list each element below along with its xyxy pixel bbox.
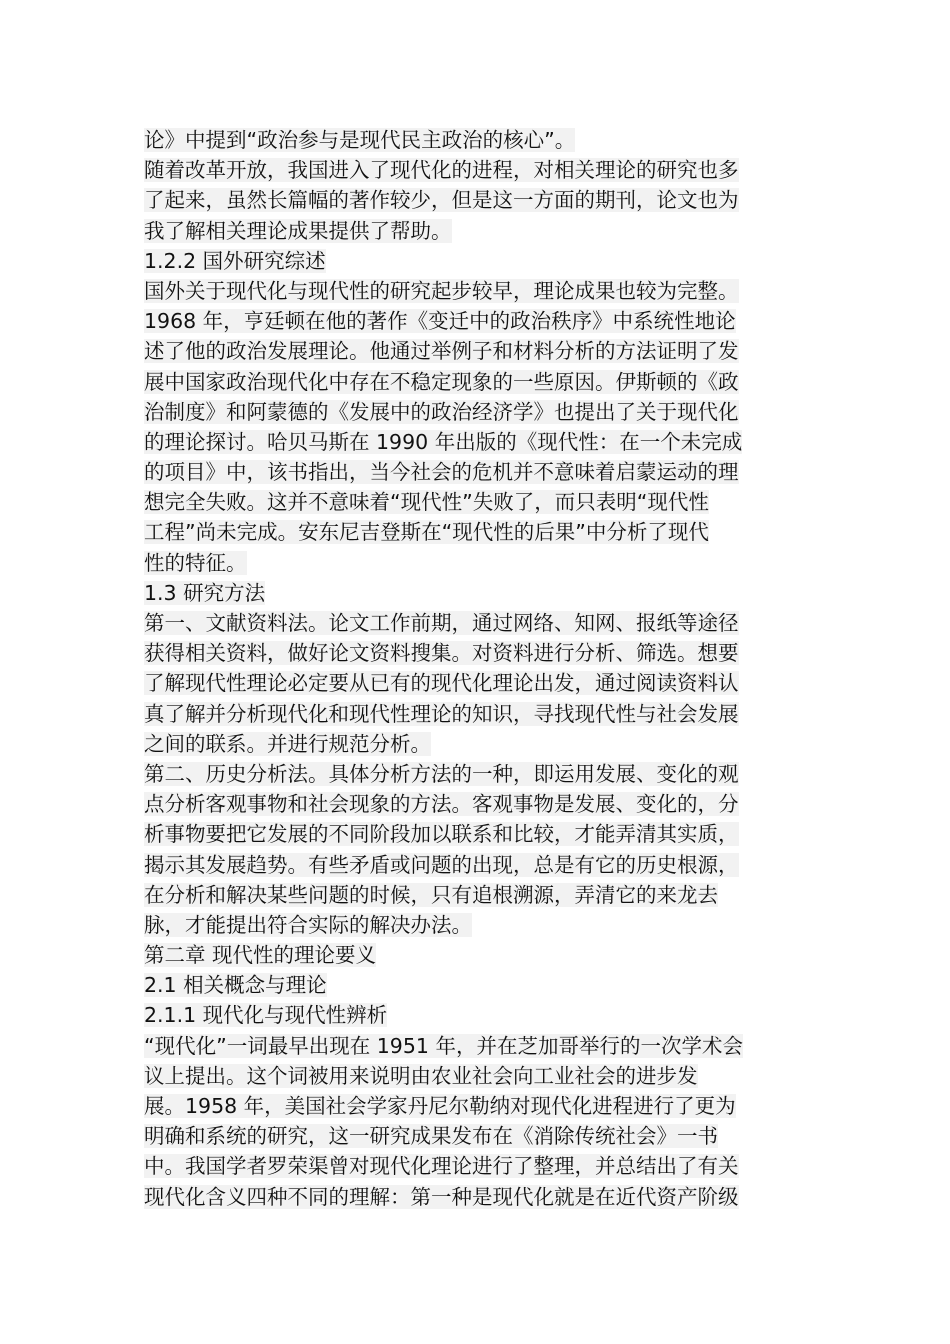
text-line-content: 获得相关资料，做好论文资料搜集。对资料进行分析、筛选。想要 <box>144 641 739 666</box>
text-line-content: 展中国家政治现代化中存在不稳定现象的一些原因。伊斯顿的《政 <box>144 369 739 394</box>
text-line-content: 析事物要把它发展的不同阶段加以联系和比较，才能弄清其实质， <box>144 822 739 847</box>
text-line <box>144 306 808 336</box>
text-line <box>144 1121 808 1151</box>
text-line <box>144 668 808 698</box>
text-line <box>144 367 808 397</box>
text-line-content: 1.2.2 国外研究综述 <box>144 248 326 273</box>
text-line <box>144 276 808 306</box>
text-line <box>144 608 808 638</box>
text-line-content: 点分析客观事物和社会现象的方法。客观事物是发展、变化的，分 <box>144 792 739 817</box>
text-line <box>144 638 808 668</box>
text-line <box>144 517 808 547</box>
text-line <box>144 487 808 517</box>
text-line <box>144 1091 808 1121</box>
text-line <box>144 336 808 366</box>
text-line <box>144 457 808 487</box>
text-line-content: 国外关于现代化与现代性的研究起步较早，理论成果也较为完整。 <box>144 278 739 303</box>
text-line-content: 展。1958 年，美国社会学家丹尼尔勒纳对现代化进程进行了更为 <box>144 1094 736 1118</box>
text-line <box>144 729 808 759</box>
text-line-content: 1.3 研究方法 <box>144 580 266 605</box>
text-line-content: 2.1.1 现代化与现代性辨析 <box>144 1003 388 1028</box>
text-line-content: 揭示其发展趋势。有些矛盾或问题的出现，总是有它的历史根源， <box>144 852 739 877</box>
text-line-content: “现代化”一词最早出现在 1951 年，并在芝加哥举行的一次学术会 <box>144 1033 743 1058</box>
text-line <box>144 789 808 819</box>
text-line-content: 之间的联系。并进行规范分析。 <box>144 731 431 756</box>
text-line-content: 我了解相关理论成果提供了帮助。 <box>144 218 452 243</box>
text-line-content: 了解现代性理论必定要从已有的现代化理论出发，通过阅读资料认 <box>144 671 739 696</box>
text-line-content: 议上提出。这个词被用来说明由农业社会向工业社会的进步发 <box>144 1063 698 1088</box>
document-page <box>144 125 808 1212</box>
text-line <box>144 155 808 185</box>
text-line-content: 论》中提到“政治参与是现代民主政治的核心”。 <box>144 128 576 152</box>
text-line-content: 治制度》和阿蒙德的《发展中的政治经济学》也提出了关于现代化 <box>144 399 739 424</box>
text-line-content: 的理论探讨。哈贝马斯在 1990 年出版的《现代性：在一个未完成 <box>144 429 743 454</box>
text-line <box>144 216 808 246</box>
text-line-content: 2.1 相关概念与理论 <box>144 973 327 998</box>
text-line-content: 第二章 现代性的理论要义 <box>144 943 377 968</box>
text-line-content: 在分析和解决某些问题的时候，只有追根溯源，弄清它的来龙去 <box>144 882 718 907</box>
text-line <box>144 880 808 910</box>
text-line <box>144 759 808 789</box>
text-line-content: 1968 年，亨廷顿在他的著作《变迁中的政治秩序》中系统性地论 <box>144 309 736 334</box>
text-line <box>144 1182 808 1212</box>
text-line-content: 工程”尚未完成。安东尼吉登斯在“现代性的后果”中分析了现代 <box>144 520 709 545</box>
text-line-content: 性的特征。 <box>144 550 247 575</box>
text-line-content: 现代化含义四种不同的理解：第一种是现代化就是在近代资产阶级 <box>144 1184 739 1209</box>
text-line-content: 明确和系统的研究，这一研究成果发布在《消除传统社会》一书 <box>144 1124 718 1149</box>
text-line-content: 中。我国学者罗荣渠曾对现代化理论进行了整理，并总结出了有关 <box>144 1154 739 1179</box>
text-line-content: 第一、文献资料法。论文工作前期，通过网络、知网、报纸等途径 <box>144 611 739 635</box>
text-line-content: 随着改革开放，我国进入了现代化的进程，对相关理论的研究也多 <box>144 158 739 183</box>
text-line <box>144 970 808 1000</box>
text-line <box>144 125 808 155</box>
text-line <box>144 185 808 215</box>
text-line-content: 的项目》中，该书指出，当今社会的危机并不意味着启蒙运动的理 <box>144 460 739 485</box>
text-line-content: 想完全失败。这并不意味着“现代性”失败了，而只表明“现代性 <box>144 490 709 515</box>
text-line <box>144 699 808 729</box>
text-line-content: 脉，才能提出符合实际的解决办法。 <box>144 912 472 937</box>
text-line <box>144 910 808 940</box>
text-line <box>144 1151 808 1181</box>
text-line <box>144 427 808 457</box>
text-line <box>144 578 808 608</box>
text-line <box>144 548 808 578</box>
text-line <box>144 819 808 849</box>
text-line-content: 了起来，虽然长篇幅的著作较少，但是这一方面的期刊，论文也为 <box>144 188 739 213</box>
text-line <box>144 1061 808 1091</box>
text-line-content: 第二、历史分析法。具体分析方法的一种，即运用发展、变化的观 <box>144 761 739 786</box>
text-line <box>144 1031 808 1061</box>
text-line <box>144 940 808 970</box>
text-line <box>144 246 808 276</box>
text-line <box>144 850 808 880</box>
text-line <box>144 397 808 427</box>
text-line-content: 真了解并分析现代化和现代性理论的知识，寻找现代性与社会发展 <box>144 701 739 726</box>
text-line <box>144 1000 808 1030</box>
text-line-content: 述了他的政治发展理论。他通过举例子和材料分析的方法证明了发 <box>144 339 739 364</box>
